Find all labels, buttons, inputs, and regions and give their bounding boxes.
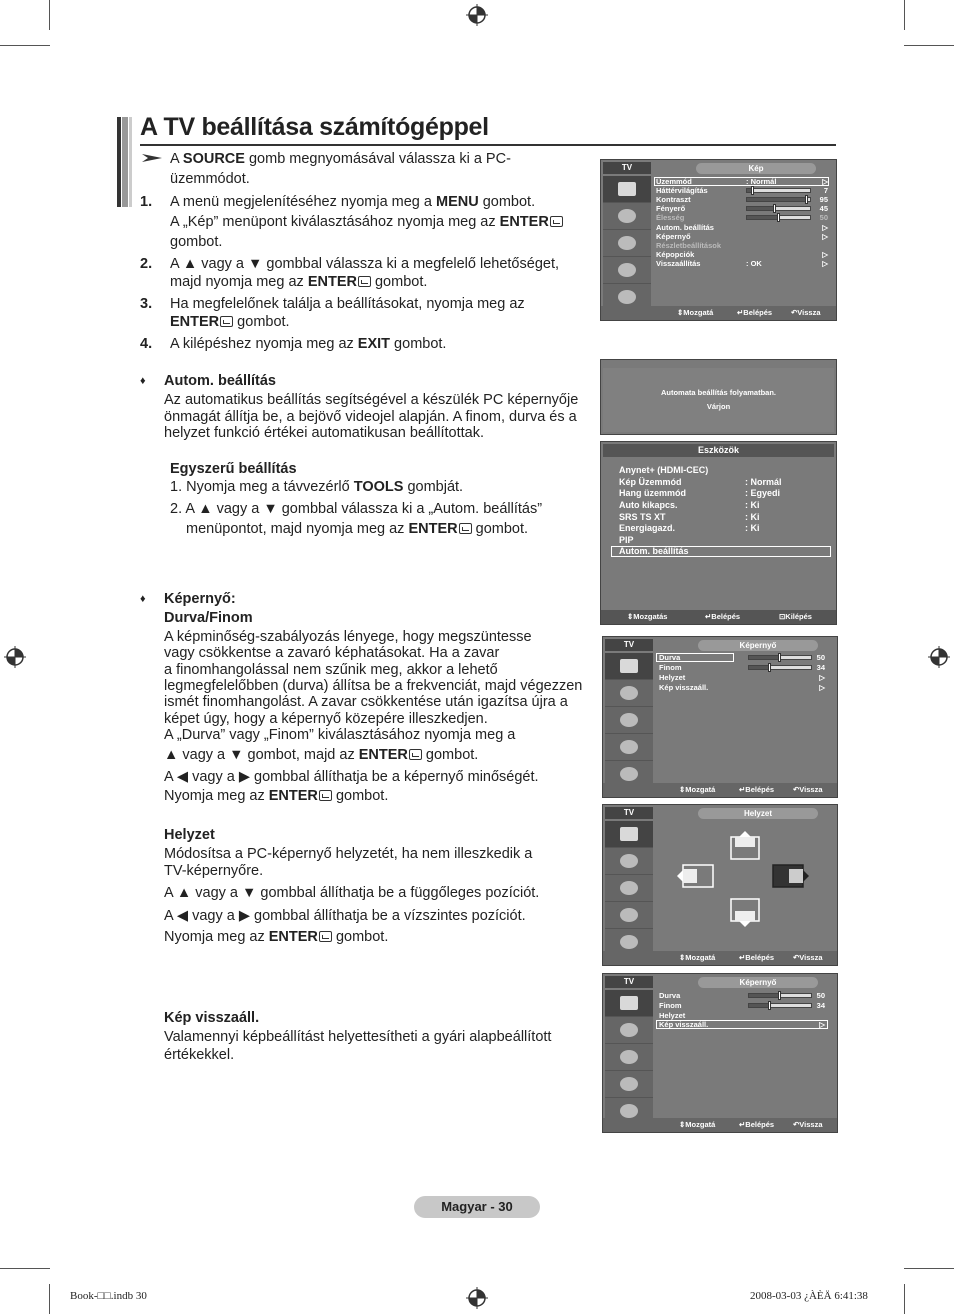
intro-line-2: üzemmódot. [170,171,250,187]
osd-row: Durva 50 [659,991,825,1000]
osd-tools-menu [600,441,837,625]
intro-line-1: A SOURCE gomb megnyomásával válassza ki a PC- [170,151,511,167]
osd-sidebar [605,821,653,956]
osd-slider [748,655,812,660]
osd-row: Részletbeállítások [656,241,722,250]
setup-menu-icon [603,257,651,284]
registration-mark-icon [466,4,488,26]
position-para-line: Módosítsa a PC-képernyő helyzetét, ha nem illeszkedik a [164,846,533,862]
easy-step-1: 1. Nyomja meg a távvezérlő TOOLS gombját. [170,479,464,495]
reset-para-line: Valamennyi képbeállítást helyettesítheti a gyári alapbeállított [164,1029,552,1045]
osd-slider [748,993,812,998]
step-1-line-1: A menü megjelenítéséhez nyomja meg a MENU gombot. [170,194,536,210]
auto-para-line: önmagát állítja be, a bejövő videojel alapján. A finom, durva és a [164,409,577,425]
subheading-position: Helyzet [164,827,215,843]
osd-tv-tag: TV [605,639,653,651]
page-title: A TV beállítása számítógéppel [140,113,489,141]
crop-mark [904,45,954,46]
step-number: 3. [140,296,153,312]
channel-menu-icon [603,230,651,257]
osd-menu-header: Eszközök [603,444,834,457]
enter-icon [319,790,332,801]
osd-row: Képernyő ▷ [656,232,828,241]
osd-position-screen [602,804,838,966]
coarse-para-line: A képminőség-szabályozás lényege, hogy megszüntesse [164,629,532,645]
osd-slider [746,215,811,220]
note-arrow-icon [142,153,162,163]
registration-mark-icon [4,646,26,668]
osd-menu-header: Képernyő [698,640,818,651]
osd-screen-reset-menu [602,973,838,1133]
enter-icon [459,523,472,534]
reset-para-line: értékekkel. [164,1047,235,1063]
print-footer-right: 2008-03-03 ¿ÀÈÄ 6:41:38 [750,1290,868,1302]
osd-slider [746,197,811,202]
subheading-reset: Kép visszaáll. [164,1010,260,1026]
osd-slider [748,665,812,670]
setup-menu-icon [605,902,653,929]
osd-slider [746,206,811,211]
channel-menu-icon [605,707,653,734]
position-arrows-icon [673,829,833,949]
osd-sidebar [605,990,653,1125]
channel-menu-icon [605,875,653,902]
registration-mark-icon [928,646,950,668]
osd-sidebar [603,176,651,311]
osd-slider [748,1003,812,1008]
bullet-diamond-icon: ♦ [140,375,146,387]
osd-row: Finom 34 [659,1001,825,1010]
section-heading-auto: Autom. beállítás [164,373,276,389]
setup-menu-icon [605,1071,653,1098]
coarse-para-line: vagy csökkentse a zavaró képhatásokat. Ha a zavar [164,645,500,661]
osd-message-line: Várjon [706,402,731,411]
picture-menu-icon [605,653,653,680]
step-number: 1. [140,194,153,210]
step-1-line-2: A „Kép” menüpont kiválasztásához nyomja meg az ENTER [170,213,563,232]
osd-row: PIP [619,535,634,545]
step-2-line-2: majd nyomja meg az ENTER gombot. [170,274,428,290]
auto-para-line: helyzet funkció értékei automatikusan beállítottak. [164,425,484,441]
sound-menu-icon [605,1017,653,1044]
osd-menu-header: Képernyő [698,977,818,988]
picture-menu-icon [605,821,653,848]
osd-row: Hang üzemmód : Egyedi [619,488,781,498]
osd-slider [746,188,811,193]
osd-picture-menu [600,159,837,321]
osd-row: Auto kikapcs. : Ki [619,500,760,510]
page-number-badge: Magyar - 30 [414,1196,540,1218]
registration-mark-icon [466,1287,488,1309]
print-footer-left: Book-□□.indb 30 [70,1290,147,1302]
osd-row: Visszaállítás : OK ▷ [656,259,828,268]
enter-icon [319,931,332,942]
osd-footer: ⇕ Mozgatá ↵ Belépés ↶ Vissza [603,1118,837,1132]
coarse-para-line: A ◀ vagy a ▶ gombbal állíthatja be a képernyő minőségét. [164,769,539,785]
osd-row: Helyzet [659,1011,686,1020]
crop-mark [904,1268,954,1269]
osd-sidebar [605,653,653,788]
osd-footer: ⇕ Mozgatá ↵ Belépés ↶ Vissza [603,783,837,797]
coarse-para-line: A „Durva” vagy „Finom” kiválasztásához nyomja meg a [164,727,516,743]
picture-menu-icon [605,990,653,1017]
coarse-para-line: ▲ vagy a ▼ gombot, majd az ENTER gombot. [164,747,479,763]
easy-step-2-line-2: menüpontot, majd nyomja meg az ENTER gombot. [186,521,529,537]
position-para-line: A ▲ vagy a ▼ gombbal állíthatja be a függőleges pozíciót. [164,885,540,901]
osd-row: Élesség 50 [656,213,828,222]
crop-mark [904,0,905,30]
step-4-line: A kilépéshez nyomja meg az EXIT gombot. [170,336,447,352]
picture-menu-icon [603,176,651,203]
title-decoration [117,117,133,207]
osd-row: Finom 34 [659,663,825,672]
osd-footer: ⇕ Mozgatá ↵ Belépés ↶ Vissza [603,951,837,965]
position-para-line: TV-képernyőre. [164,863,264,879]
osd-row: Autom. beállítás ▷ [656,223,828,232]
osd-row: Kép visszaáll. ▷ [659,683,825,692]
crop-mark [0,45,50,46]
auto-para-line: Az automatikus beállítás segítségével a készülék PC képernyője [164,392,579,408]
step-3-line-1: Ha megfelelőnek találja a beállításokat, nyomja meg az [170,296,525,312]
sound-menu-icon [605,680,653,707]
osd-row: Kontraszt 95 [656,195,828,204]
osd-auto-adjust-message [600,359,837,435]
osd-screen-menu [602,636,838,798]
easy-step-2-line-1: 2. A ▲ vagy a ▼ gombbal válassza ki a „Autom. beállítás” [170,501,543,517]
osd-row: Háttérvilágítás 7 [656,186,828,195]
osd-tv-tag: TV [605,976,653,988]
osd-row: Helyzet ▷ [659,673,825,682]
osd-menu-header: Kép [696,163,816,174]
subheading-easy-setup: Egyszerű beállítás [170,461,297,477]
enter-icon [409,749,422,760]
enter-icon [220,316,233,327]
coarse-para-line: a finomhangolással nem szűnik meg, akkor a lehető [164,662,498,678]
osd-row: Üzemmód : Normál ▷ [656,177,828,186]
osd-footer: ⇕ Mozgatás ↵ Belépés ⊡ Kilépés [601,610,836,624]
osd-row: SRS TS XT : Ki [619,512,760,522]
step-number: 2. [140,256,153,272]
setup-menu-icon [605,734,653,761]
crop-mark [49,0,50,30]
bullet-diamond-icon: ♦ [140,593,146,605]
title-rule [140,144,836,146]
coarse-para-line: legmegfelelőbben (durva) állítsa be a frekvenciát, majd végezzen [164,678,583,694]
section-heading-screen: Képernyő: [164,591,236,607]
subheading-coarse-fine: Durva/Finom [164,610,253,626]
position-para-line: Nyomja meg az ENTER gombot. [164,929,389,945]
osd-row: Anynet+ (HDMI-CEC) [619,465,709,475]
osd-row: Kép Üzemmód : Normál [619,477,782,487]
step-number: 4. [140,336,153,352]
osd-menu-header: Helyzet [698,808,818,819]
osd-row: Energiagazd. : Ki [619,523,760,533]
step-3-line-2: ENTER gombot. [170,314,290,330]
crop-mark [904,1284,905,1314]
osd-tv-tag: TV [603,162,651,174]
step-1-line-3: gombot. [170,234,223,250]
sound-menu-icon [605,848,653,875]
osd-row: Képopciók ▷ [656,250,828,259]
channel-menu-icon [605,1044,653,1071]
crop-mark [0,1268,50,1269]
enter-icon [550,216,563,227]
step-2-line-1: A ▲ vagy a ▼ gombbal válassza ki a megfelelő lehetőséget, [170,256,560,272]
coarse-para-line: Nyomja meg az ENTER gombot. [164,788,389,804]
coarse-para-line: képet úgy, hogy a képernyő közepére illeszkedjen. [164,711,488,727]
osd-tv-tag: TV [605,807,653,819]
osd-row: Durva 50 [659,653,825,662]
enter-icon [358,276,371,287]
osd-row: Autom. beállítás [619,546,689,556]
position-para-line: A ◀ vagy a ▶ gombbal állíthatja be a vízszintes pozíciót. [164,908,526,924]
coarse-para-line: ismét finomhangolást. A zavar csökkentése után igazítsa újra a [164,694,568,710]
crop-mark [49,1284,50,1314]
osd-footer: ⇕ Mozgatá ↵ Belépés ↶ Vissza [601,306,836,320]
osd-row: Fényerő 45 [656,204,828,213]
osd-message-line: Automata beállítás folyamatban. [660,388,777,397]
sound-menu-icon [603,203,651,230]
osd-row: Kép visszaáll. ▷ [659,1020,825,1029]
